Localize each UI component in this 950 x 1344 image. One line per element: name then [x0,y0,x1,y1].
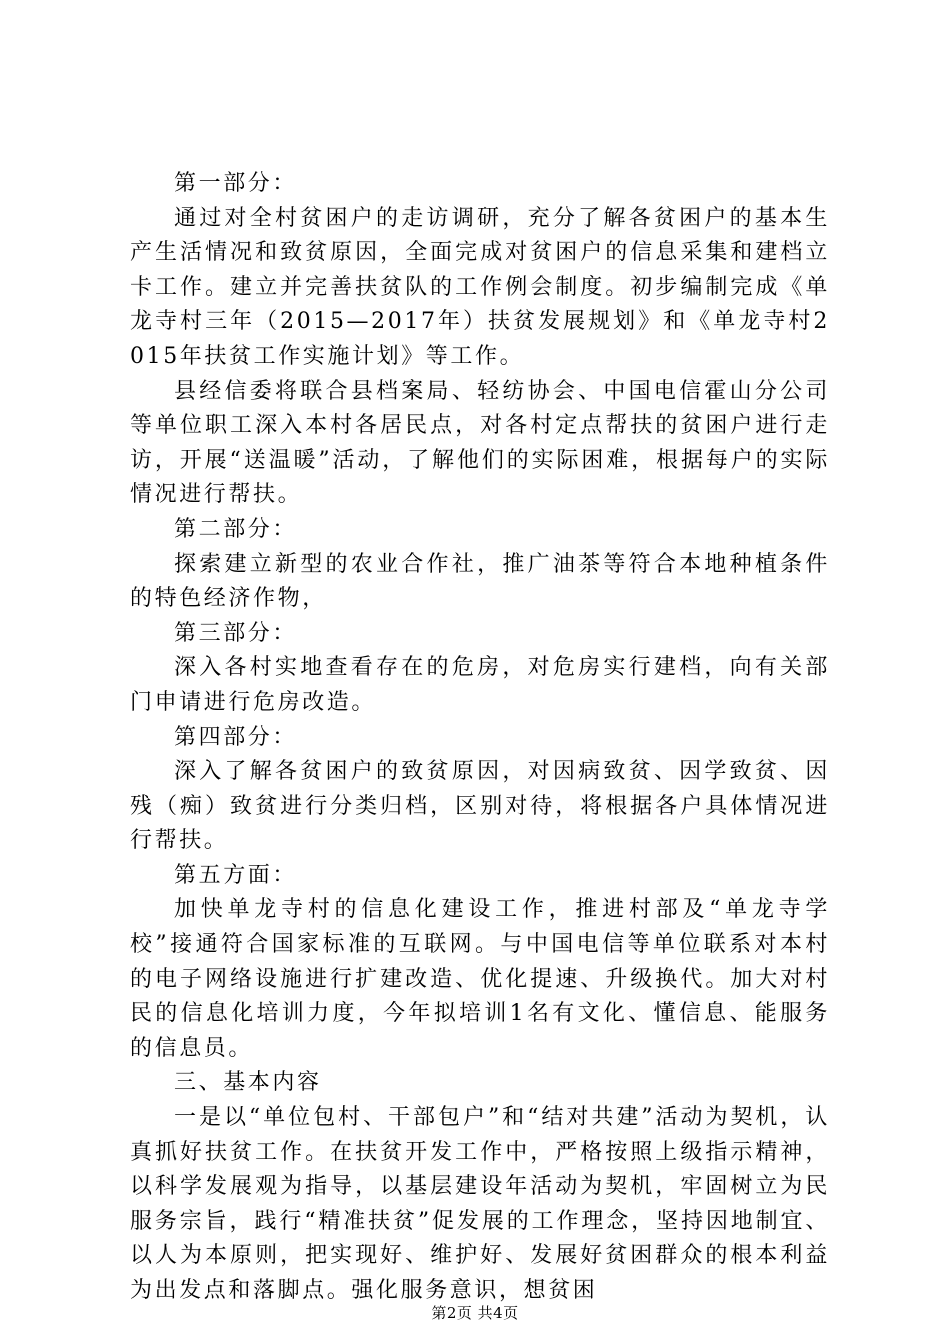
page-footer: 第2页 共4页 [431,1304,519,1322]
paragraph-5: 深入了解各贫困户的致贫原因，对因病致贫、因学致贫、因残（痴）致贫进行分类归档，区别对待，将根据各户具体情况进行帮扶。 [130,759,830,854]
section-heading-4: 第四部分： [174,724,298,750]
paragraph-4: 深入各村实地查看存在的危房，对危房实行建档，向有关部门申请进行危房改造。 [130,655,830,715]
document-body [130,167,830,1309]
paragraph-2: 县经信委将联合县档案局、轻纺协会、中国电信霍山分公司等单位职工深入本村各居民点，对各村定点帮扶的贫困户进行走访，开展“送温暖”活动，了解他们的实际困难，根据每户的实际情况进行帮扶。 [130,378,830,508]
section-heading-2: 第二部分： [174,516,298,542]
section-heading-6: 三、基本内容 [174,1070,322,1096]
paragraph-7: 一是以“单位包村、干部包户”和“结对共建”活动为契机，认真抓好扶贫工作。在扶贫开发工作中，严格按照上级指示精神，以科学发展观为指导，以基层建设年活动为契机，牢固树立为民服务宗旨，践行“精准扶贫”促发展的工作理念，坚持因地制宜、以人为本原则，把实现好、维护好、发展好贫困群众的根本利益为出发点和落脚点。强化服务意识，想贫困 [130,1105,830,1303]
section-heading-1: 第一部分： [174,171,298,196]
paragraph-3: 探索建立新型的农业合作社，推广油茶等符合本地种植条件的特色经济作物， [130,551,830,612]
section-heading-3: 第三部分： [174,620,298,646]
section-heading-5: 第五方面： [174,862,298,888]
paragraph-1: 通过对全村贫困户的走访调研，充分了解各贫困户的基本生产生活情况和致贫原因，全面完成对贫困户的信息采集和建档立卡工作。建立并完善扶贫队的工作例会制度。初步编制完成《单龙寺村三年（2015—2017年）扶贫发展规划》和《单龙寺村2015年扶贫工作实施计划》等工作。 [130,205,830,369]
paragraph-6: 加快单龙寺村的信息化建设工作，推进村部及“单龙寺学校”接通符合国家标准的互联网。与中国电信等单位联系对本村的电子网络设施进行扩建改造、优化提速、升级换代。加大对村民的信息化培训力度，今年拟培训1名有文化、懂信息、能服务的信息员。 [130,897,830,1061]
